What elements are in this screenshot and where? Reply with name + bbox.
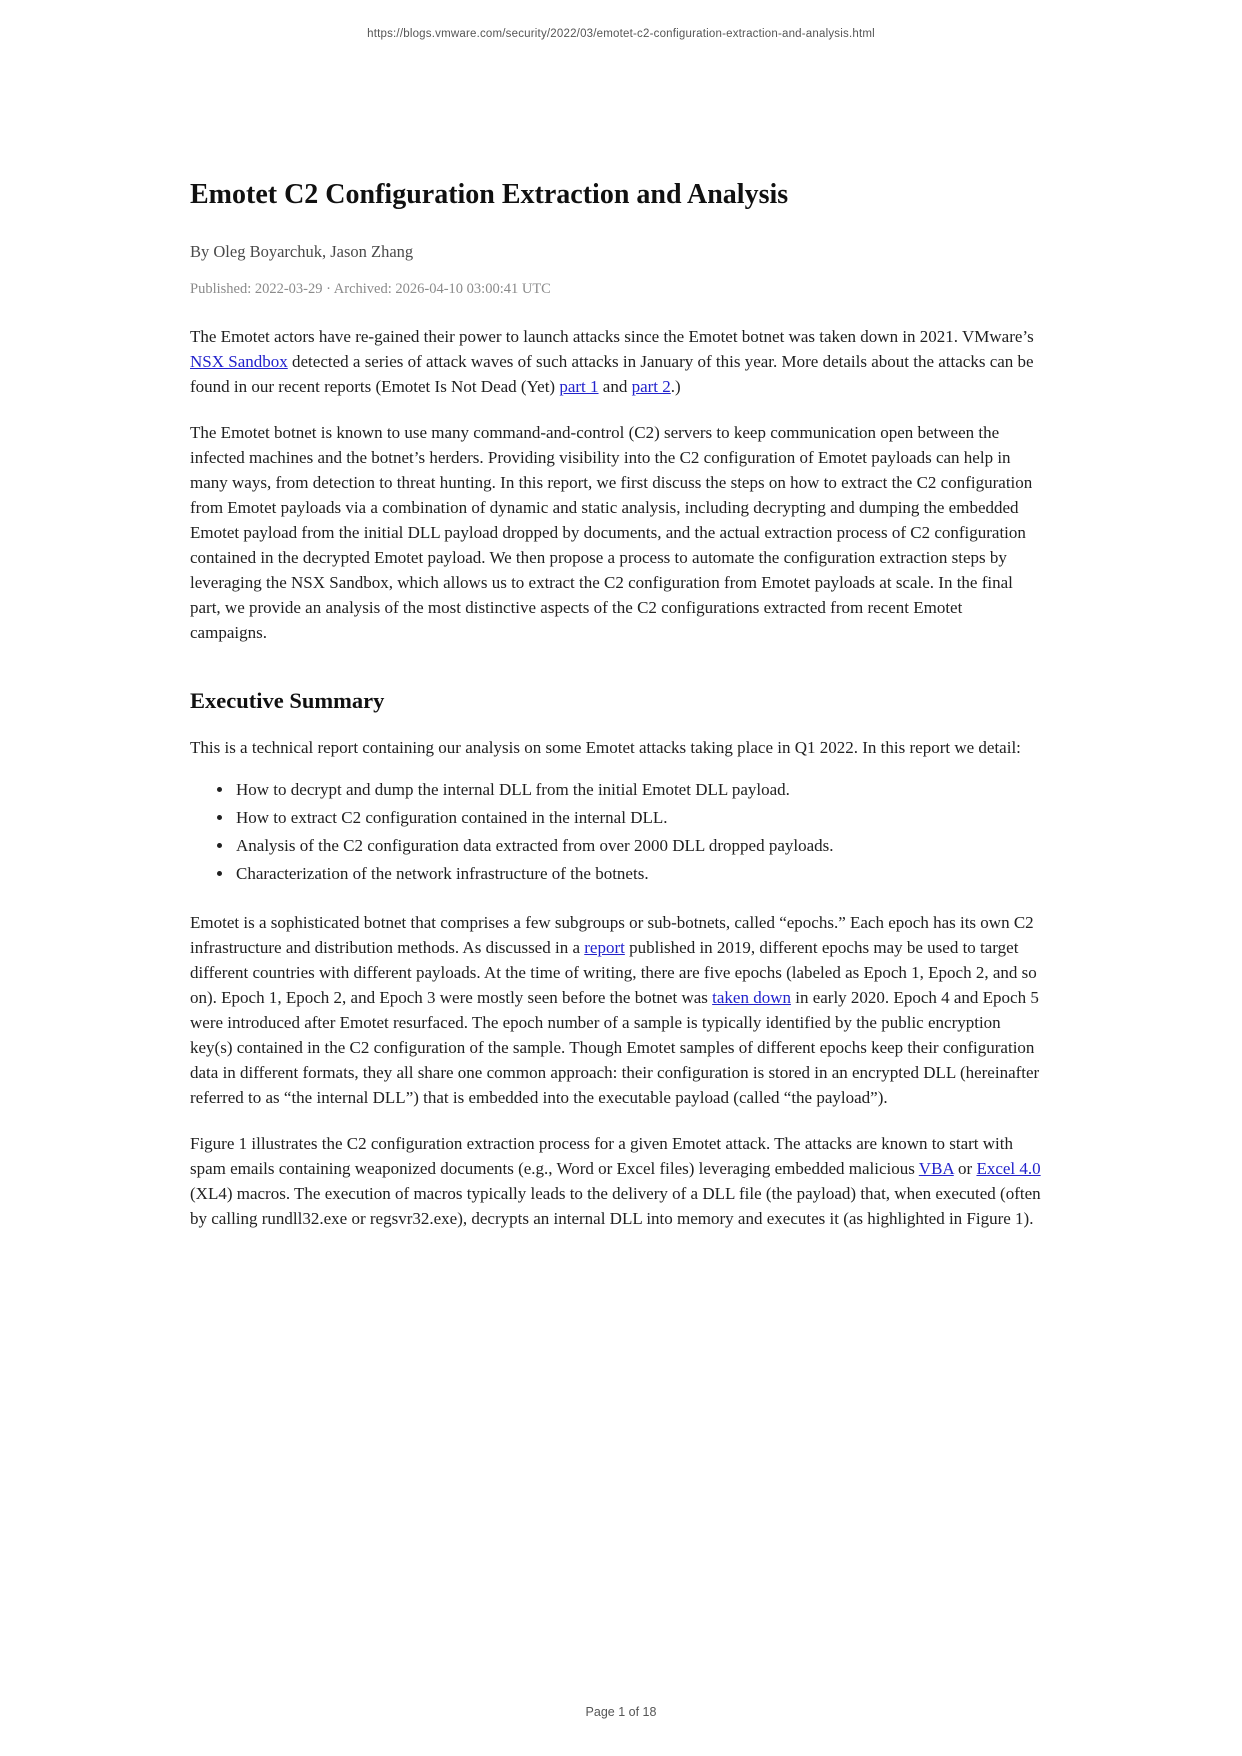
paragraph-epochs (190, 910, 1042, 1110)
vba-link[interactable]: VBA (918, 1159, 954, 1178)
summary-bullet-list (190, 777, 1042, 886)
text-run: The Emotet botnet is known to use many command-and-control (C2) servers to keep communication open between the infected machines and the botnet’s herders. Providing visibility into the C2 configuration of Emotet payloads can help in many ways, from detection to threat hunting. In this report, we first discuss the steps on how to extract the C2 configuration from Emotet payloads via a combination of dynamic and static analysis, including decrypting and dumping the embedded Emotet payload from the initial DLL payload dropped by documents, and the actual extraction process of C2 configuration contained in the decrypted Emotet payload. We then propose a process to automate the configuration extraction steps by leveraging the NSX Sandbox, which allows us to extract the C2 configuration from Emotet payloads at scale. In the final part, we provide an analysis of the most distinctive aspects of the C2 configurations extracted from recent Emotet campaigns. (190, 423, 1033, 642)
text-run: Figure 1 illustrates the C2 configuration extraction process for a given Emotet attack. The attacks are known to start with spam emails containing weaponized documents (e.g., Word or Excel files) leveraging embedded malicious (190, 1134, 1014, 1178)
part-1-link[interactable]: part 1 (559, 377, 599, 396)
page-number: Page 1 of 18 (585, 1705, 657, 1719)
text-run: Emotet is a sophisticated botnet that comprises a few subgroups or sub-botnets, called “epochs.” Each epoch has its own C2 infrastructure and distribution methods. As discussed in a (190, 913, 1034, 957)
text-run: (XL4) macros. The execution of macros typically leads to the delivery of a DLL file (the payload) that, when executed (often by calling rundll32.exe or regsvr32.exe), decrypts an internal DLL into memory and executes it (as highlighted in Figure 1). (190, 1184, 1041, 1228)
text-run: The Emotet actors have re-gained their power to launch attacks since the Emotet botnet was taken down in 2021. VMware’s (190, 327, 1034, 346)
paragraph-botnet-overview (190, 420, 1042, 645)
text-run: in early 2020. Epoch 4 and Epoch 5 were introduced after Emotet resurfaced. The epoch number of a sample is typically identified by the public encryption key(s) contained in the C2 configuration of the sample. Though Emotet samples of different epochs keep their configuration data in different formats, they all share one common approach: their configuration is stored in an encrypted DLL (hereinafter referred to as “the internal DLL”) that is embedded into the executable payload (called “the payload”). (190, 988, 1040, 1107)
paragraph-figure-1 (190, 1131, 1042, 1231)
bullet-item-characterization: • Characterization of the network infrastructure of the botnets. (234, 861, 1042, 886)
paragraph-attacks-regained (190, 324, 1042, 399)
excel-4-0-link[interactable]: Excel 4.0 (976, 1159, 1041, 1178)
taken-down-link[interactable]: taken down (712, 988, 791, 1007)
article-title: Emotet C2 Configuration Extraction and Analysis (190, 179, 789, 210)
bullet-item-analysis: • Analysis of the C2 configuration data extracted from over 2000 DLL dropped payloads. (234, 833, 1042, 858)
text-run: published in 2019, different epochs may be used to target different countries with different payloads. At the time of writing, there are five epochs (labeled as Epoch 1, Epoch 2, and so on). Epoch 1, Epoch 2, and Epoch 3 were mostly seen before the botnet was (190, 938, 1037, 1007)
published-archived-meta: Published: 2022-03-29 · Archived: 2026-04-10 03:00:41 UTC (190, 281, 551, 297)
text-run: detected a series of attack waves of such attacks in January of this year. More details about the attacks can be found in our recent reports (Emotet Is Not Dead (Yet) (190, 352, 1034, 396)
text-run: and (598, 377, 632, 396)
bullet-item-extract-config: • How to extract C2 configuration contained in the internal DLL. (234, 805, 1042, 830)
byline: By Oleg Boyarchuk, Jason Zhang (190, 242, 414, 261)
report-link[interactable]: report (584, 938, 625, 957)
text-run: or (953, 1159, 977, 1178)
archive-url: https://blogs.vmware.com/security/2022/03/emotet-c2-configuration-extraction-and-analysis.html (367, 28, 875, 40)
section-heading-executive-summary: Executive Summary (190, 688, 385, 713)
article-body (190, 178, 1042, 1231)
text-run: .) (670, 377, 681, 396)
part-2-link[interactable]: part 2 (631, 377, 671, 396)
paragraph-report-intro (190, 735, 1042, 760)
text-run: This is a technical report containing our analysis on some Emotet attacks taking place in Q1 2022. In this report we detail: (190, 738, 1021, 757)
bullet-item-decrypt-dump: • How to decrypt and dump the internal DLL from the initial Emotet DLL payload. (234, 777, 1042, 802)
nsx-sandbox-link[interactable]: NSX Sandbox (190, 352, 288, 371)
